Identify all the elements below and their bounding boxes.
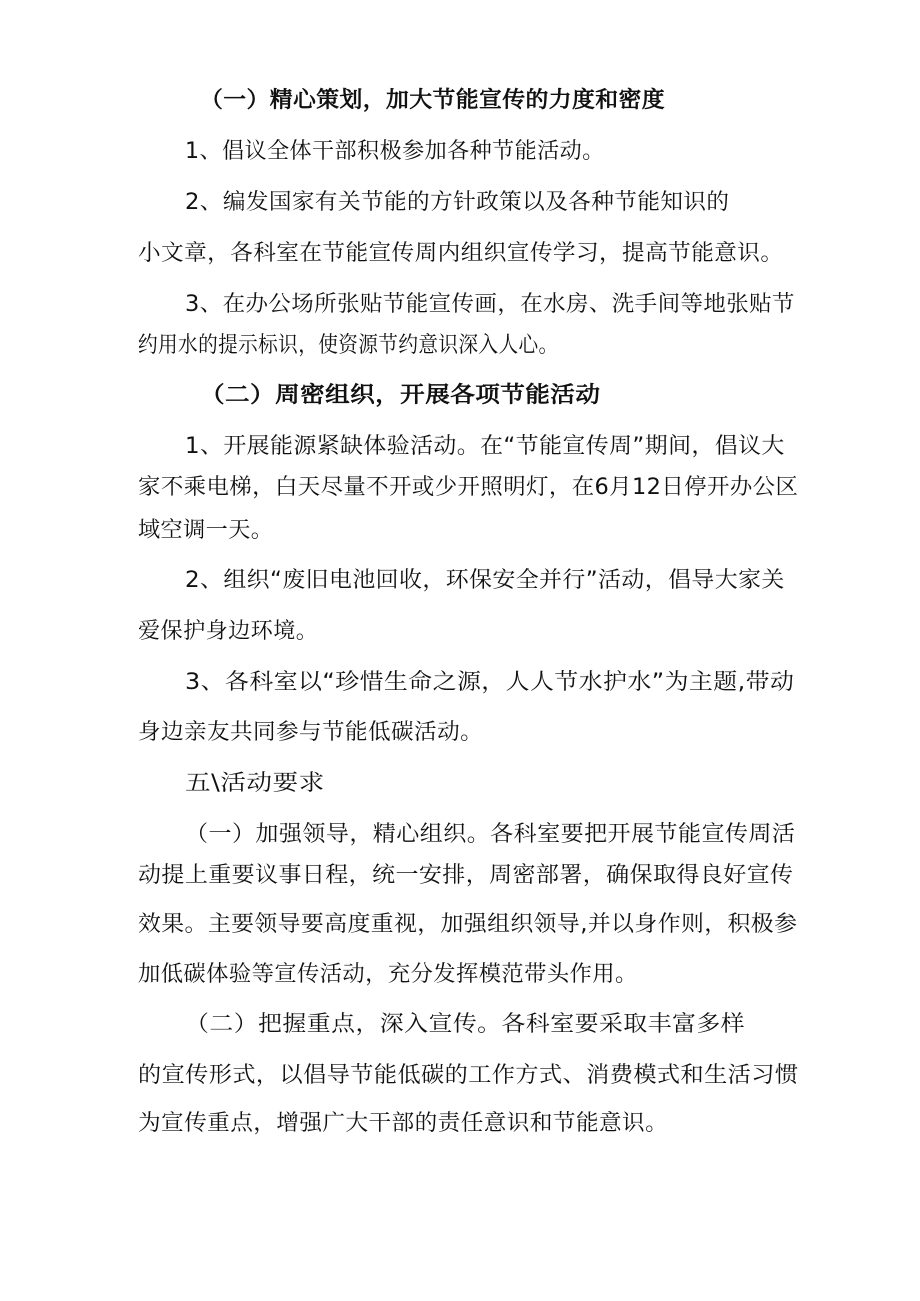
paragraph-line: （一）加强领导，精心组织。各科室要把开展节能宣传周活 bbox=[185, 822, 796, 847]
paragraph-line: 的宣传形式，以倡导节能低碳的工作方式、消费模式和生活习惯 bbox=[138, 1063, 799, 1088]
paragraph-line: 身边亲友共同参与节能低碳活动。 bbox=[138, 720, 484, 745]
paragraph-line: 2、编发国家有关节能的方针政策以及各种节能知识的 bbox=[185, 190, 730, 215]
paragraph-line: 爱保护身边环境。 bbox=[138, 619, 319, 644]
paragraph-line: 域空调一天。 bbox=[138, 518, 274, 543]
paragraph-line: 1、开展能源紧缺体验活动。在“节能宣传周”期间，倡议大 bbox=[185, 434, 785, 459]
paragraph-line: 约用水的提示标识，使资源节约意识深入人心。 bbox=[138, 333, 559, 358]
paragraph-line: 2、组织“废旧电池回收，环保安全并行”活动，倡导大家关 bbox=[185, 568, 785, 593]
paragraph-line: 效果。主要领导要高度重视，加强组织领导,并以身作则，积极参 bbox=[138, 912, 798, 937]
paragraph-line: （二）把握重点，深入宣传。各科室要采取丰富多样 bbox=[185, 1012, 746, 1037]
paragraph-line: 家不乘电梯，白天尽量不开或少开照明灯，在6月12日停开办公区 bbox=[138, 475, 799, 500]
section-heading-2: （二）周密组织，开展各项节能活动 bbox=[200, 383, 601, 408]
paragraph-line: 加低碳体验等宣传活动，充分发挥模范带头作用。 bbox=[138, 962, 638, 987]
paragraph-line: 3、各科室以“珍惜生命之源，人人节水护水”为主题,带动 bbox=[185, 670, 795, 695]
paragraph-line: 1、倡议全体干部积极参加各种节能活动。 bbox=[185, 139, 605, 164]
paragraph-line: 动提上重要议事日程，统一安排，周密部署，确保取得良好宣传 bbox=[138, 863, 794, 888]
paragraph-line: 为宣传重点，增强广大干部的责任意识和节能意识。 bbox=[138, 1111, 669, 1136]
paragraph-line: 小文章，各科室在节能宣传周内组织宣传学习，提高节能意识。 bbox=[138, 241, 784, 266]
paragraph-line: 3、在办公场所张贴节能宣传画，在水房、洗手间等地张贴节 bbox=[185, 292, 795, 317]
section-heading-1: （一）精心策划，加大节能宣传的力度和密度 bbox=[200, 88, 666, 113]
section-heading-5: 五\活动要求 bbox=[185, 771, 325, 796]
